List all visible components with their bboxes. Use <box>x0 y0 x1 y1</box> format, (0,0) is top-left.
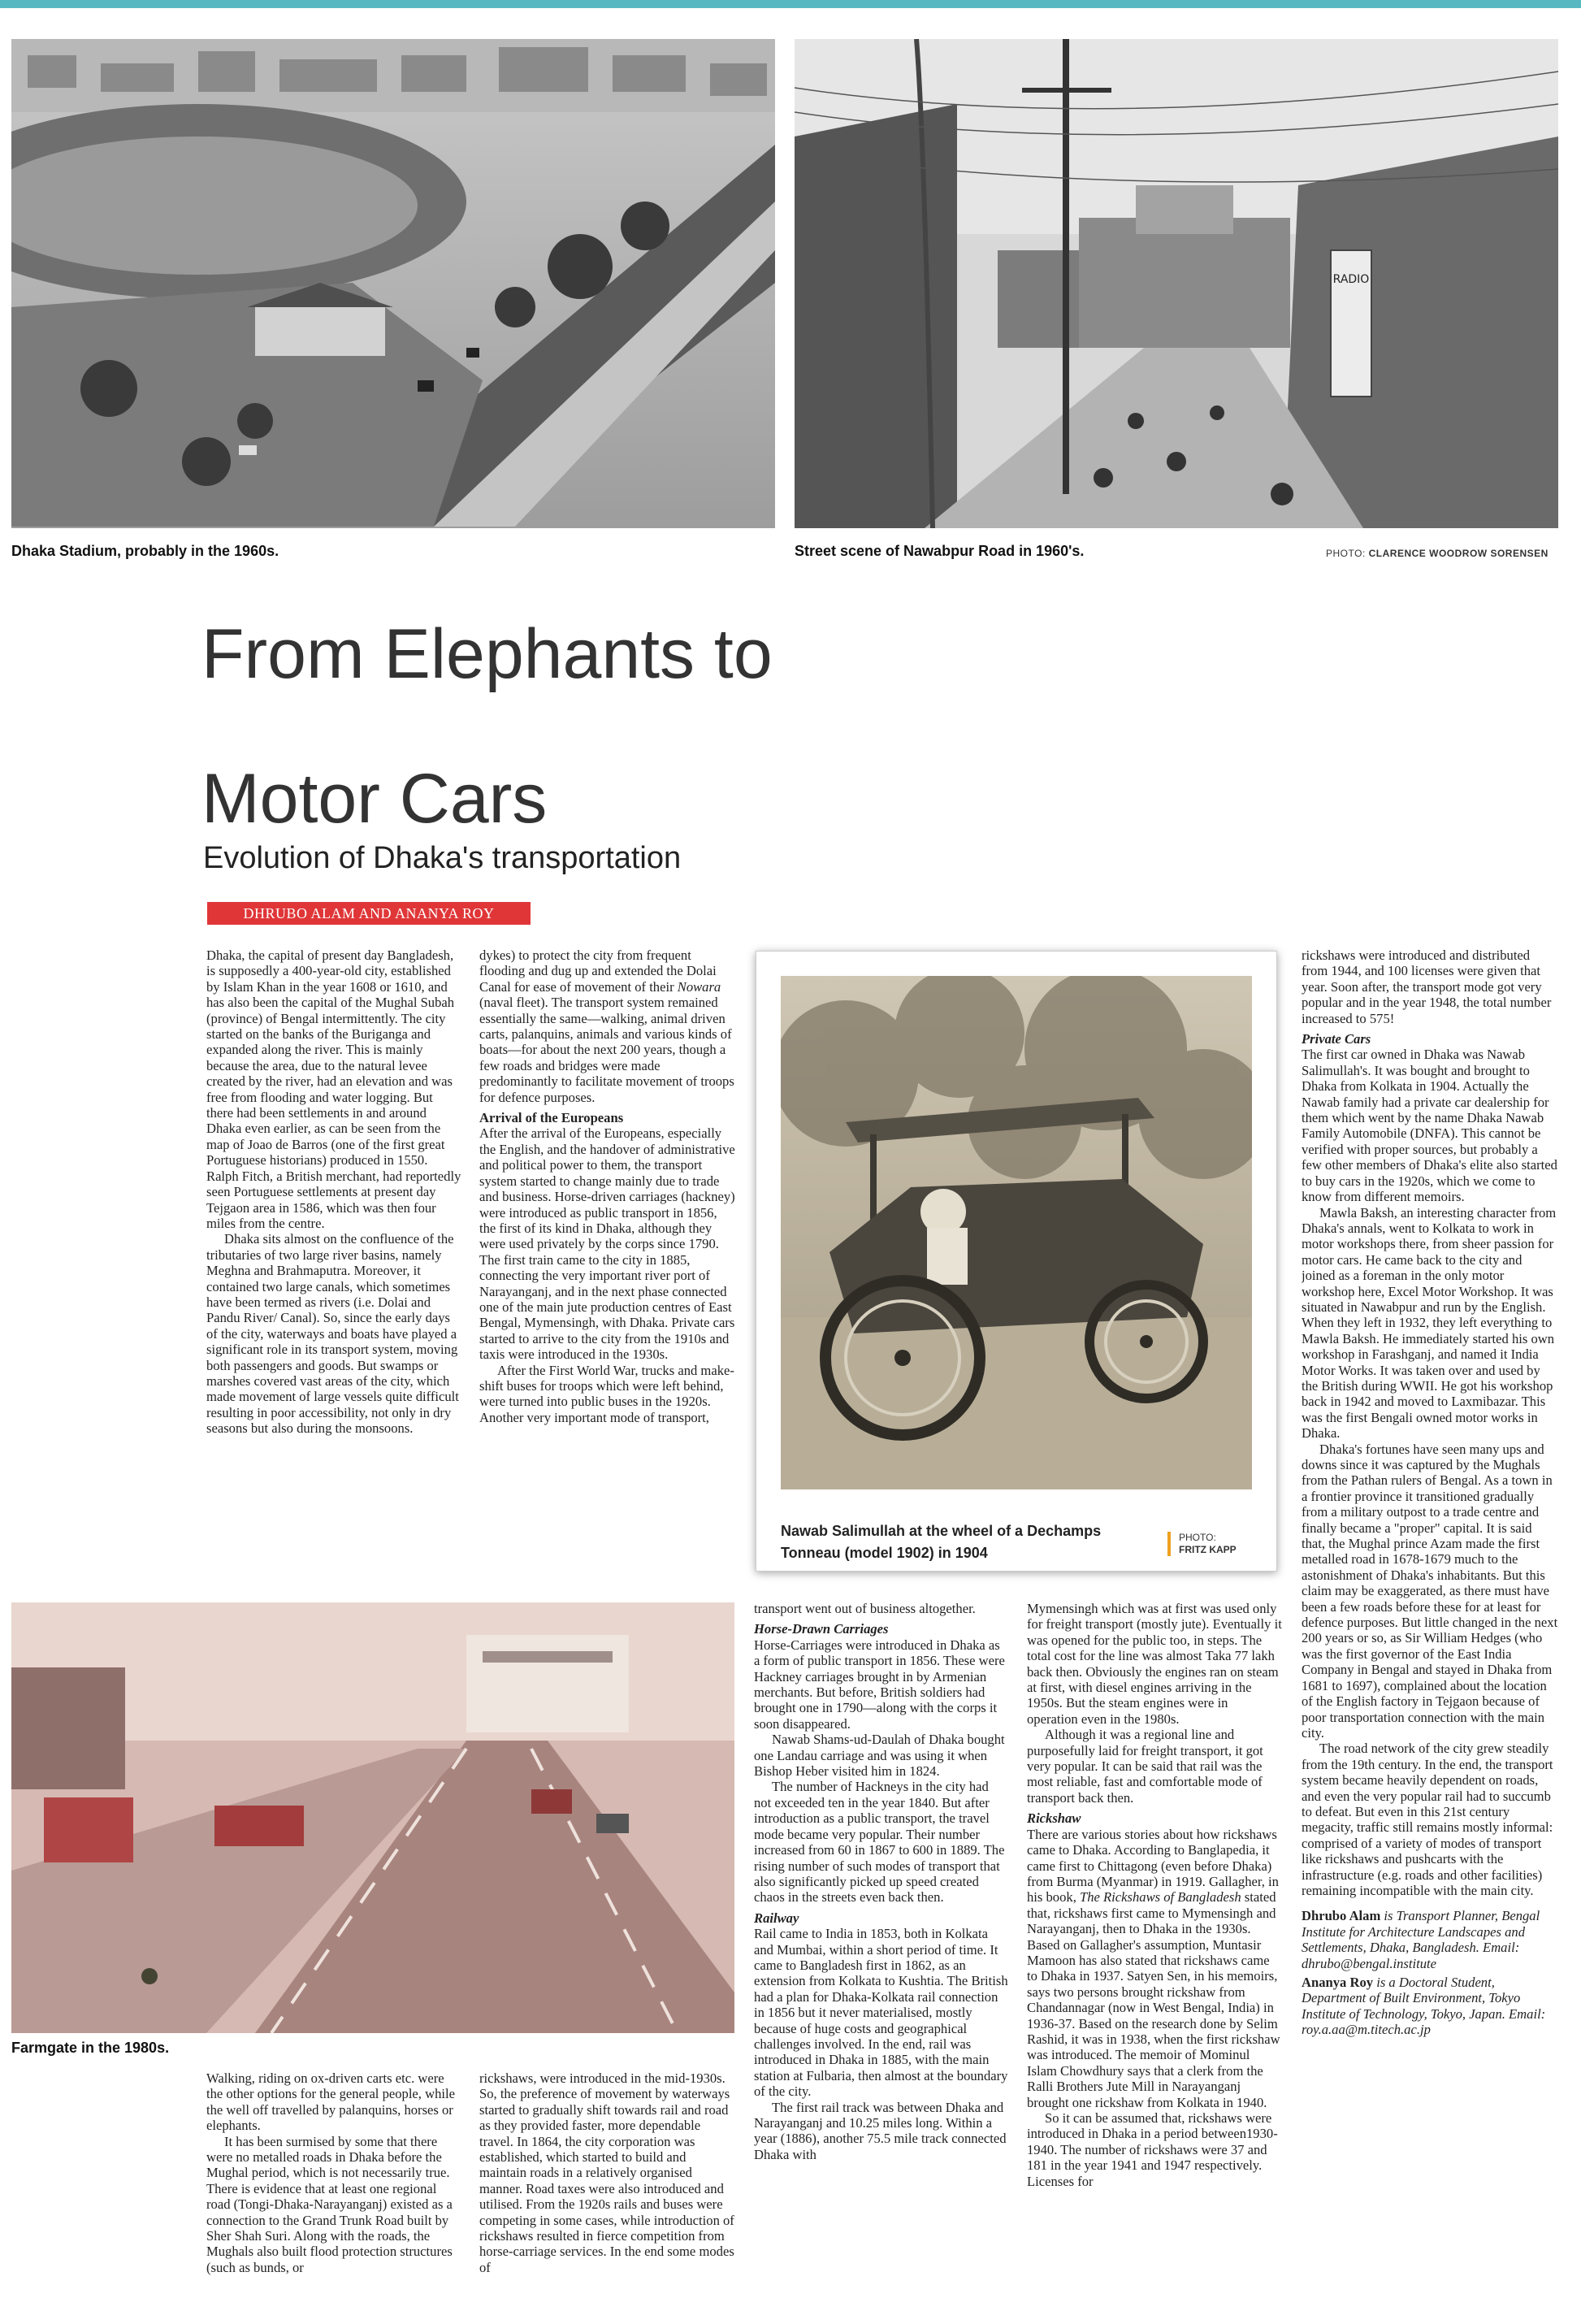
car-photo-credit <box>1167 1532 1237 1556</box>
section-heading: Railway <box>754 1910 799 1926</box>
car-illustration <box>781 976 1252 1489</box>
paragraph: Mawla Baksh, an interesting character from Dhaka's annals, went to Kolkata to work in motor workshops there, from sheer passion for motor cars. He came back to the city and joined as a foreman in the only motor workshop here, Excel Motor Workshop. It was situated in Nawabpur and run by the English. When they left in 1932, they left everything to Mawla Baksh. He immediately started his own workshop in Farashganj, and named it India Motor Works. It was taken over and used by the British during WWII. He got his workshop back in 1942 and moved to Laxmibazar. This was the first Bengali owned motor works in Dhaka. <box>1302 1204 1557 1442</box>
article-column-bottom-1 <box>206 2070 462 2324</box>
article-column-2 <box>479 947 735 1589</box>
header-band <box>0 0 1581 8</box>
paragraph: Nawab Shams-ud-Daulah of Dhaka bought one Landau carriage and was using it when Bishop Heber visited him in 1824. <box>754 1732 1005 1780</box>
nawab-car-photo <box>781 976 1252 1489</box>
paragraph: Dhaka sits almost on the confluence of the tributaries of two large river basins, namely Meghna and Brahmaputra. Moreover, it contained two large canals, which sometimes have been termed as rivers (i.e. Dolai and Pandu River/ Canal). So, since the early days of the city, waterways and boats have played a significant role in its transport system, moving both passengers and goods. But swamps or marshes covered vast areas of the city, which made movement of large vessels quite difficult resulting in poor accessibility, not only in dry seasons but also during the monsoons. <box>206 1231 459 1437</box>
paragraph: The first car owned in Dhaka was Nawab Salimullah's. It was bought and brought to Dhaka from Kolkata in 1904. Actually the Nawab family had a private car dealership for them which went by the name Dhaka Nawab Family Automobile (DNFA). This cannot be verified with proper sources, but probably a few other members of Dhaka's elite also started to buy cars in the 1920s, which we come to know from different memoirs. <box>1302 1047 1557 1205</box>
radio-sign-text: RADIO <box>1332 273 1370 286</box>
article-subtitle: Evolution of Dhaka's transportation <box>203 841 682 875</box>
top-photo-credit-name: CLARENCE WOODROW SORENSEN <box>1368 548 1549 559</box>
car-photo-credit-name: FRITZ KAPP <box>1179 1544 1237 1555</box>
article-title-line2: Motor Cars <box>201 760 548 838</box>
article-column-middle-1 <box>754 1601 1009 2324</box>
stadium-caption: Dhaka Stadium, probably in the 1960s. <box>11 543 279 559</box>
paragraph: Dhaka, the capital of present day Bangladesh, is supposedly a 400-year-old city, established by Islam Khan in the year 1608 or 1610, and has also been the capital of the Mughal Subah (province) of Bengal intermittently. The city started on the banks of the Buriganga and expanded along the river. This is mainly because the area, due to the natural levee created by the river, had an elevation and was free from flooding and water logging. But there had been settlements in and around Dhaka even earlier, as can be seen from the map of Joao de Barros (one of the first great Portuguese historians) produced in 1550. Ralph Fitch, a British merchant, had reportedly seen Portuguese settlements at present day Tejgaon area in 1586, which was then four miles from the centre. <box>206 947 461 1231</box>
dhaka-stadium-photo <box>11 39 775 528</box>
paragraph: There are various stories about how rickshaws came to Dhaka. According to Banglapedia, it came first to Chittagong (even before Dhaka) from Burma (Myanmar) in 1919. Gallagher, in his book, The Rickshaws of Bangladesh stated that, rickshaws first came to Mymensingh and Narayanganj, then to Dhaka in the 1930s. Based on Gallagher's assumption, Muntasir Mamoon has also stated that rickshaws came to Dhaka in 1937. Satyen Sen, in his memoirs, says two persons brought rickshaw from Chandannagar (now in West Bengal, India) in 1936-37. Based on the research done by Selim Rashid, it was in 1938, when the first rickshaw was introduced. The memoir of Mominul Islam Chowdhury says that a clerk from the Ralli Brothers Jute Mill in Narayanganj brought one rickshaw from Kolkata in 1940. <box>1027 1826 1280 2110</box>
author-bio: Dhrubo Alam is Transport Planner, Bengal Institute for Architecture Landscapes and Settlements, Dhaka, Bangladesh. Email: dhrubo@bengal.institute <box>1302 1908 1540 1971</box>
paragraph: Rail came to India in 1853, both in Kolkata and Mumbai, within a short period of time. It came to Bangladesh first in 1862, as an extension from Kolkata to Kushtia. The British had a plan for Dhaka-Kolkata rail connection in 1856 but it never materialised, mostly because of huge costs and geographical challenges involved. In the end, rail was introduced in Dhaka in 1885, with the main station at Fulbaria, then almost at the boundary of the city. <box>754 1926 1008 2100</box>
paragraph: The first rail track was between Dhaka and Narayanganj and 10.25 miles long. Within a year (1886), another 75.5 mile track connected Dhaka with <box>754 2099 1007 2162</box>
paragraph: It has been surmised by some that there were no metalled roads in Dhaka before the Mughal period, which is not necessarily true. There is evidence that at least one regional road (Tongi-Dhaka-Narayanganj) existed as a connection to the Grand Trunk Road built by Sher Shah Suri. Along with the roads, the Mughals also built flood protection structures (such as bunds, or <box>206 2133 453 2275</box>
paragraph: rickshaws, were introduced in the mid-1930s. So, the preference of movement by waterways started to gradually shift towards rail and road as they provided faster, more dependable travel. In 1864, the city corporation was established, which started to build and maintain roads in a relatively organised manner. Road taxes were also introduced and utilised. From the 1920s rails and buses were competing in some cases, while introduction of rickshaws resulted in fierce competition from horse-carriage services. In the end some modes of <box>479 2070 734 2275</box>
author-bio: Ananya Roy is a Doctoral Student, Department of Built Environment, Tokyo Institute of Technology, Tokyo, Japan. Email: roy.a.aa@m.titech.ac.jp <box>1302 1975 1546 2038</box>
paragraph: transport went out of business altogether. <box>754 1601 976 1616</box>
nawabpur-illustration <box>795 39 1558 528</box>
paragraph: rickshaws were introduced and distributed from 1944, and 100 licenses were given that year. Soon after, the transport mode got very popular and in the year 1948, the total number increased to 575! <box>1302 947 1552 1026</box>
nawabpur-road-photo <box>795 39 1558 528</box>
paragraph: So it can be assumed that, rickshaws were introduced in Dhaka in a period between1930-1940. The number of rickshaws were 37 and 181 in the year 1941 and 1947 respectively. Licenses for <box>1027 2110 1278 2189</box>
car-photo-credit-label: PHOTO: <box>1179 1532 1216 1543</box>
paragraph: The number of Hackneys in the city had not exceeded ten in the year 1840. But after introduction as a public transport, the travel mode became very popular. Their number increased from 60 in 1867 to 600 in 1889. The rising number of such modes of transport that also significantly picked up speed created chaos in the streets even back then. <box>754 1779 1005 1906</box>
paragraph: The road network of the city grew steadily from the 19th century. In the end, the transport system became heavily dependent on roads, and even the very popular rail had to succumb to defeat. But even in this 21st century megacity, traffic still remains mostly informal: comprised of a variety of modes of transport like rickshaws and pushcarts with the infrastructure (e.g. roads and other facilities) remaining incompatible with the main city. <box>1302 1741 1553 1898</box>
article-column-right <box>1302 947 1558 2324</box>
article-column-bottom-2 <box>479 2070 735 2324</box>
section-heading: Arrival of the Europeans <box>479 1110 624 1126</box>
paragraph: After the First World War, trucks and make-shift buses for troops which were left behind, were turned into public buses in the 1920s. Another very important mode of transport, <box>479 1362 734 1425</box>
top-photo-credit <box>1326 548 1549 559</box>
farmgate-caption: Farmgate in the 1980s. <box>11 2040 170 2056</box>
farmgate-illustration <box>11 1602 734 2033</box>
paragraph: Dhaka's fortunes have seen many ups and downs since it was captured by the Mughals from the Pathan rulers of Bengal. As a town in a frontier province it transitioned gradually from a military outpost to a trade centre and finally became a "proper" capital. It is said that, the Mughal prince Azam made the first metalled road in 1678-1679 much to the astonishment of Dhaka's inhabitants. But this claim may be exaggerated, as there must have been a few roads before these for at least for defence purposes. But little changed in the next 200 years or so, as Sir William Hedges (who was the first governor of the East India Company in Bengal and stayed in Dhaka from 1681 to 1697), complained about the location of the English factory in Tejgaon because of poor transportation connection with the main city. <box>1302 1441 1558 1741</box>
article-column-1 <box>206 947 462 1589</box>
dhaka-stadium-illustration <box>11 39 775 528</box>
nawabpur-caption: Street scene of Nawabpur Road in 1960's. <box>795 543 1085 559</box>
section-heading: Private Cars <box>1302 1031 1371 1047</box>
top-photo-credit-label: PHOTO: <box>1326 548 1366 559</box>
paragraph: After the arrival of the Europeans, especially the English, and the handover of administrative and political power to them, the transport system started to change mainly due to trade and business. Horse-driven carriages (hackney) were introduced as public transport in 1856, the first of its kind in Dhaka, although they were used privately by the corps since 1790. The first train came to the city in 1885, connecting the very important river port of Narayanganj, and in the next phase connected one of the main jute production centres of East Bengal, Mymensingh, with Dhaka. Private cars started to arrive to the city from the 1910s and taxis were introduced in the 1930s. <box>479 1125 735 1363</box>
paragraph: dykes) to protect the city from frequent flooding and dug up and extended the Dolai Canal for ease of movement of their Nowara (naval fleet). The transport system remained essentially the same—walking, animal driven carts, palanquins, animals and various kinds of boats—for about the next 200 years, though a few roads and bridges were made predominantly to facilitate movement of troops for defence purposes. <box>479 947 734 1105</box>
car-photo-box <box>756 951 1277 1572</box>
car-caption: Nawab Salimullah at the wheel of a Dechamps Tonneau (model 1902) in 1904 <box>781 1523 1102 1561</box>
paragraph: Although it was a regional line and purposefully laid for freight transport, it got very popular. It can be said that rail was the most reliable, fast and comfortable mode of transport back then. <box>1027 1727 1263 1806</box>
article-title-line1: From Elephants to <box>201 615 773 693</box>
section-heading: Rickshaw <box>1027 1810 1081 1827</box>
byline: DHRUBO ALAM AND ANANYA ROY <box>207 902 531 925</box>
paragraph: Horse-Carriages were introduced in Dhaka as a form of public transport in 1856. These were Hackney carriages brought in by Armenian merchants. But before, British soldiers had brought one in 1790—along with the corps it soon disappeared. <box>754 1637 1005 1732</box>
farmgate-photo <box>11 1602 734 2033</box>
paragraph: Mymensingh which was at first was used only for freight transport (mostly jute). Eventually it was opened for the public too, in steps. The total cost for the line was almost Taka 77 lakh back then. Obviously the engines ran on steam at first, with diesel engines arriving in the 1950s. But the steam engines were in operation even in the 1980s. <box>1027 1601 1282 1727</box>
section-heading: Horse-Drawn Carriages <box>754 1621 889 1637</box>
article-column-middle-2 <box>1027 1601 1282 2324</box>
paragraph: Walking, riding on ox-driven carts etc. were the other options for the general people, while the well off travelled by palanquins, horses or elephants. <box>206 2070 455 2134</box>
